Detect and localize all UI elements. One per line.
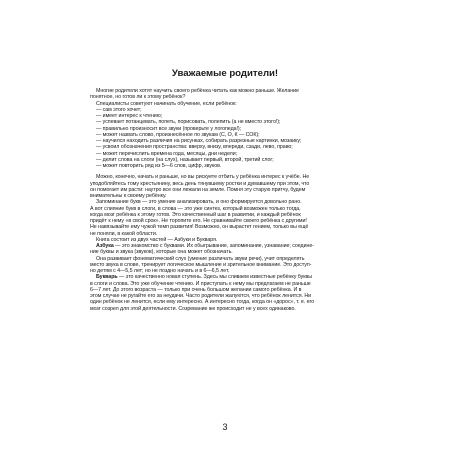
text-line: придёт к нему «в свой срок». Не торопите его. Не сравнивайте своего ребёнка с другими! <box>90 218 307 224</box>
bukvar-term: Букварь <box>96 274 118 281</box>
readiness-list <box>90 107 374 170</box>
text-line: место звука в слове, тренирует логическое мышление и зрительное внимание. Это доступ- <box>90 261 312 268</box>
text-line: 6—7 лет. До этого возраста — только при очень большом желании самого ребёнка. И в <box>90 286 302 293</box>
list-item: — правильно произносит все звуки (проверьте у логопеда!); <box>96 125 242 132</box>
text-line: А вот слияние букв в слоги, в слова — это уже синтез, который возможен только тогда, <box>90 205 301 212</box>
azbuka-term: Азбука <box>96 243 114 249</box>
list-item: — успевает потанцевать, попеть, порисовать, полепить (а не вместо этого!); <box>96 119 281 126</box>
text-line: ние буквы и звука (звуков), которые она может обозначать. <box>90 249 233 256</box>
text-line: Можно, конечно, начать и раньше, но вы рискуете отбить у ребёнка интерес к учёбе. Не <box>96 174 310 181</box>
text-fragment: — это знакомство с буквами. Их обыгрывание, запоминание, узнавание; соедине- <box>113 243 314 249</box>
body-text <box>90 88 374 312</box>
list-item: — научился находить различия на рисунках, собирать разрезные картинки, мозаику; <box>96 138 302 144</box>
text-line: Специалисты советуют начинать обучение, если ребёнок: <box>96 100 237 107</box>
text-line: в слоги и слова. Это уже обучение чтению. И приступать к нему мы предлагаем не раньше <box>90 280 311 287</box>
text-line: один ребёнок не ленится, если ему интересно. А интересно тогда, когда он «дорос», т. е. его <box>90 299 315 306</box>
text-line: Не навязывайте ему чужой темп развития! Возможно, он вырастет гением, только вы ещё <box>90 224 309 231</box>
text-line: этом случае не ругайте его за неудачи. Часто родители жалуются, что ребёнок ленится. Ни <box>90 293 312 299</box>
text-line: но детям с 4—5,5 лет; но не поздно начать и в 6—6,5 лет. <box>90 268 230 274</box>
text-line: когда мозг ребёнка к этому готов. Это качественный шаг в развитии, и каждый ребёнок <box>90 211 301 218</box>
list-item: — может перечислить времена года, месяцы, дни недели; <box>96 150 238 157</box>
list-item: — усвоил обозначения пространства: вверху, внизу, впереди, сзади, лево, право; <box>96 144 293 151</box>
text-fragment: — это качественно новая ступень. Здесь мы сливаем известные ребёнку буквы <box>117 274 312 281</box>
text-line: внимательны к своему ребёнку. <box>90 193 167 199</box>
list-item: — сам этого хочет; <box>96 106 142 113</box>
text-line: понятное, но готов ли к этому ребёнок? <box>90 94 186 101</box>
list-item: — может повторить ряд из 5—6 слов, цифр, звуков. <box>96 163 222 169</box>
text-line: Запоминание букв — это умение анализировать, и оно формируется довольно рано. <box>96 199 302 206</box>
list-item: — делит слова на слоги (на слух), называет первый, второй, третий слог; <box>96 156 274 163</box>
text-line: он помогает им расти: наутро все они лежали на земле. Помня эту старую притчу, будем <box>90 186 306 193</box>
list-item: — имеет интерес к чтению; <box>96 113 163 119</box>
text-line: уподобляйтесь тому крестьянину, весь день тянувшему ростки и думавшему при этом, что <box>90 180 310 187</box>
text-line: Книга состоит из двух частей — Азбуки и Букваря. <box>96 236 218 243</box>
text-line: мозг созрел для этой деятельности. Созревание же происходит не у всех одинаково. <box>90 305 296 312</box>
text-line: не поняли, в какой области. <box>90 230 158 237</box>
list-item: — может назвать слово, произнесённое по звукам (С, О, К — СОК); <box>96 131 260 138</box>
text-line: Многие родители хотят научить своего ребёнка читать как можно раньше. Желание <box>96 88 299 94</box>
page-number: 3 <box>222 422 228 432</box>
text-line: Она развивает фонематический слух (умение различать звуки речи), учит определять <box>96 255 305 262</box>
page-title: Уважаемые родители! <box>171 68 279 79</box>
